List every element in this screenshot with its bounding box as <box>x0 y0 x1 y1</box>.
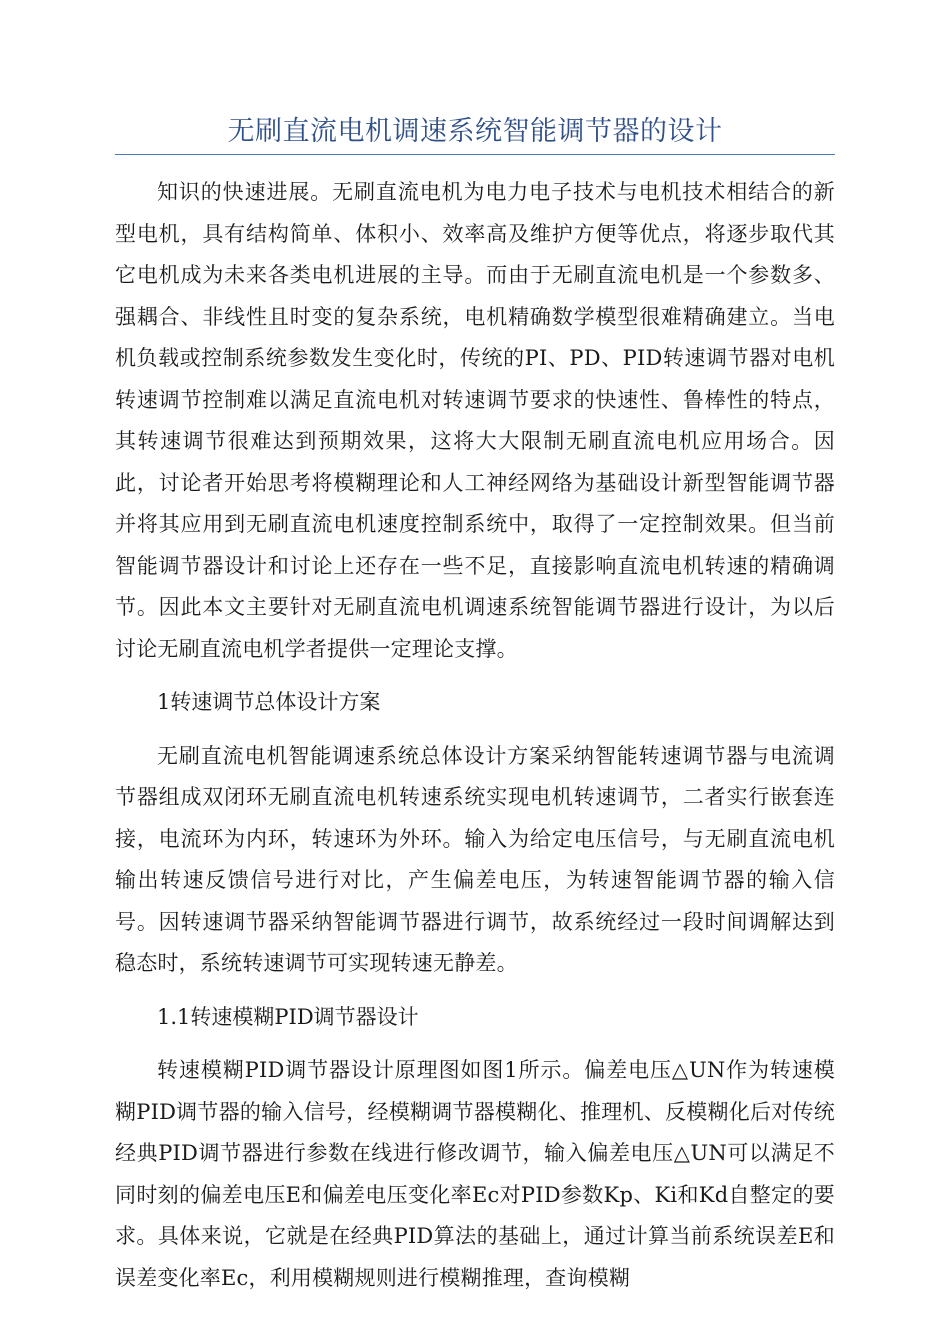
paragraph-intro: 知识的快速进展。无刷直流电机为电力电子技术与电机技术相结合的新型电机，具有结构简单、体积小、效率高及维护方便等优点，将逐步取代其它电机成为未来各类电机进展的主导。而由于无刷直流电机是一个参数多、强耦合、非线性且时变的复杂系统，电机精确数学模型很难精确建立。当电机负载或控制系统参数发生变化时，传统的PI、PD、PID转速调节器对电机转速调节控制难以满足直流电机对转速调节要求的快速性、鲁棒性的特点，其转速调节很难达到预期效果，这将大大限制无刷直流电机应用场合。因此，讨论者开始思考将模糊理论和人工神经网络为基础设计新型智能调节器并将其应用到无刷直流电机速度控制系统中，取得了一定控制效果。但当前智能调节器设计和讨论上还存在一些不足，直接影响直流电机转速的精确调节。因此本文主要针对无刷直流电机调速系统智能调节器进行设计，为以后讨论无刷直流电机学者提供一定理论支撑。 <box>115 180 835 661</box>
section-heading-1: 1转速调节总体设计方案 <box>157 690 381 714</box>
paragraph-fuzzy-pid: 转速模糊PID调节器设计原理图如图1所示。偏差电压△UN作为转速模糊PID调节器的输入信号，经模糊调节器模糊化、推理机、反模糊化后对传统经典PID调节器进行参数在线进行修改调节，输入偏差电压△UN可以满足不同时刻的偏差电压E和偏差电压变化率Ec对PID参数Kp、Ki和Kd自整定的要求。具体来说，它就是在经典PID算法的基础上，通过计算当前系统误差E和误差变化率Ec，利用模糊规则进行模糊推理，查询模糊 <box>115 1058 835 1290</box>
paragraph-design-scheme: 无刷直流电机智能调速系统总体设计方案采纳智能转速调节器与电流调节器组成双闭环无刷直流电机转速系统实现电机转速调节，二者实行嵌套连接，电流环为内环，转速环为外环。输入为给定电压信号，与无刷直流电机输出转速反馈信号进行对比，产生偏差电压，为转速智能调节器的输入信号。因转速调节器采纳智能调节器进行调节，故系统经过一段时间调解达到稳态时，系统转速调节可实现转速无静差。 <box>115 743 835 975</box>
document-body <box>115 172 835 1299</box>
paragraph-spacer <box>115 724 835 736</box>
document-title: 无刷直流电机调速系统智能调节器的设计 <box>227 116 723 147</box>
section-heading-1-1: 1.1转速模糊PID调节器设计 <box>157 1004 419 1029</box>
paragraph-spacer <box>115 985 835 997</box>
paragraph-spacer <box>115 1038 835 1050</box>
paragraph-spacer <box>115 670 835 682</box>
title-underline <box>115 154 835 155</box>
